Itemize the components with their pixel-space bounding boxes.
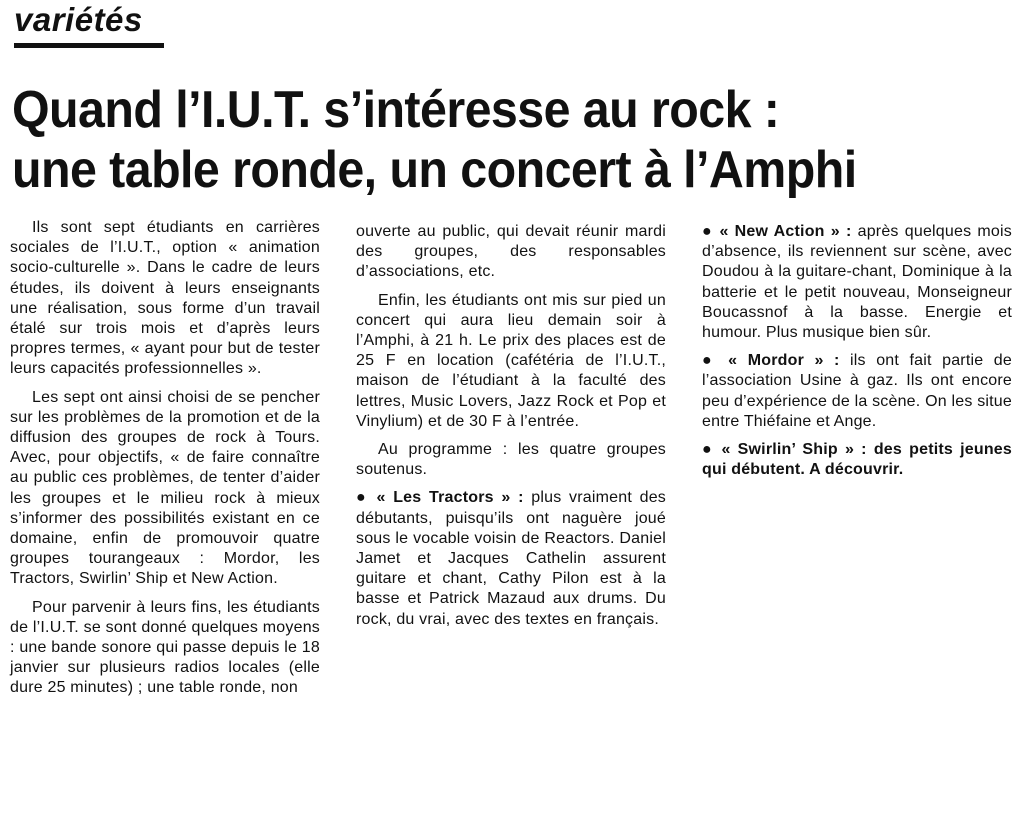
- band-item-swirlin-ship: [702, 440, 1012, 480]
- band-text-swirlin-ship: des petits jeunes qui débutent. A découvrir.: [702, 441, 1012, 479]
- band-title-mordor: ● « Mordor » :: [702, 352, 840, 370]
- headline: [12, 80, 942, 200]
- band-item-tractors: [356, 488, 666, 629]
- article-column-2: [356, 222, 666, 638]
- paragraph-programme: Au programme : les quatre groupes soutenus.: [356, 441, 666, 479]
- headline-line-1: Quand l’I.U.T. s’intéresse au rock :: [12, 81, 780, 139]
- section-label: variétés: [14, 1, 143, 38]
- band-title-new-action: ● « New Action » :: [702, 223, 852, 240]
- headline-line-2: une table ronde, un concert à l’Amphi: [12, 141, 857, 199]
- paragraph-concert: Enfin, les étudiants ont mis sur pied un concert qui aura lieu demain soir à l’Amphi, à 21 h. Le prix des places est de 25 F en location (cafétéria de l’I.U.T., maison de l’étudiant à la faculté des lettres, Music Lovers, Jazz Rock et Pop et Vinylium) et de 30 F à l’entrée.: [356, 291, 666, 430]
- section-underline: [14, 43, 164, 48]
- article-column-1: [10, 218, 320, 707]
- band-text-mordor: ils ont fait partie de l’association Usine à gaz. Ils ont encore peu d’expérience de la scène. On les situe entre Thiéfaine et Ange.: [702, 352, 1012, 430]
- band-title-swirlin-ship: ● « Swirlin’ Ship » :: [702, 441, 867, 459]
- paragraph-means: Pour parvenir à leurs fins, les étudiants de l’I.U.T. se sont donné quelques moyens : une bande sonore qui passe depuis le 18 janvier sur plusieurs radios locales (elle dure 25 minutes) ; une table ronde, non: [10, 598, 320, 697]
- band-text-new-action: après quelques mois d’absence, ils reviennent sur scène, avec Doudou à la guitare-chant, Dominique à la batterie et le petit nouveau, Monseigneur Boucassnof à la basse. Energie et humour. Plus musique bien sûr.: [702, 223, 1012, 342]
- band-text-tractors: plus vraiment des débutants, puisqu’ils ont naguère joué sous le vocable voisin de Reactors. Daniel Jamet et Jacques Cathelin assurent guitare et chant, Cathy Pilon est à la basse et Patrick Mazaud aux drums. Du rock, du vrai, avec des textes en français.: [356, 489, 667, 628]
- band-item-mordor: [702, 351, 1012, 432]
- paragraph-continuation: ouverte au public, qui devait réunir mardi des groupes, des responsables d’associations, etc.: [356, 223, 666, 281]
- paragraph-intro: Ils sont sept étudiants en carrières sociales de l’I.U.T., option « animation socio-culturelle ». Dans le cadre de leurs études, ils doivent à leurs enseignants une réalisation, sous forme d’un travail étalé sur trois mois et d’après leurs propres termes, « ayant pour but de tester leurs capacités professionnelles ».: [10, 219, 320, 378]
- band-title-tractors: ● « Les Tractors » :: [356, 489, 524, 507]
- paragraph-objectives: Les sept ont ainsi choisi de se pencher sur les problèmes de la promotion et de la diffusion des groupes de rock à Tours. Avec, pour objectifs, « de faire connaître au public ces problèmes, de tenter d’aider les groupes et le milieu rock à mieux s’informer des possibilités existant en ce domaine, enfin de promouvoir quatre groupes tourangeaux : Mordor, les Tractors, Swirlin’ Ship et New Action.: [10, 388, 320, 588]
- article-column-3: [702, 222, 1012, 488]
- band-item-new-action: [702, 222, 1012, 343]
